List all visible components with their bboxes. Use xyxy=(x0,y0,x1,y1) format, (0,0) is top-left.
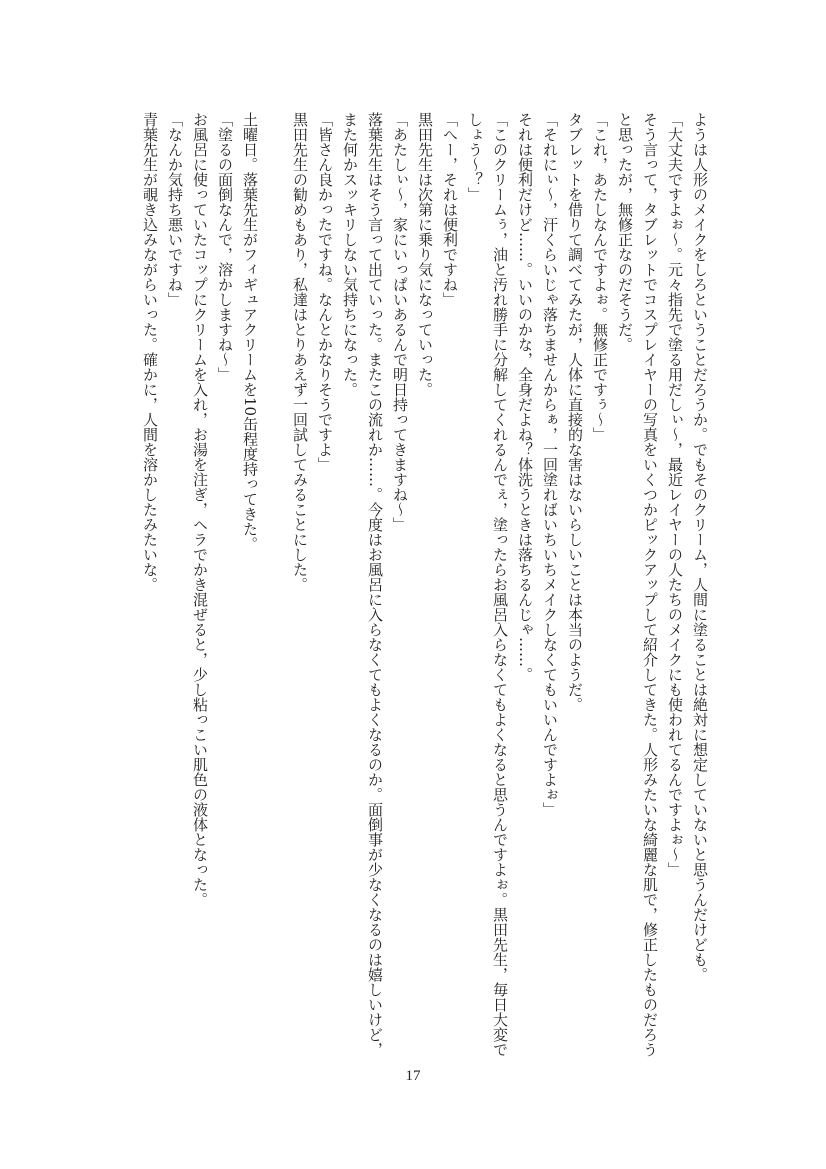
text-line: それは便利だけど……。いいのかな，全身だよね？体洗うときは落ちるんじゃ……。 xyxy=(516,112,534,682)
text-line: 土曜日。落葉先生がフィギュアクリームを10缶程度持ってきた。 xyxy=(241,112,259,552)
text-line: 「塗るの面倒なんで，溶かしますね～」 xyxy=(216,112,234,382)
text-line: 「皆さん良かったですね。なんとかなりそうですよ」 xyxy=(316,112,334,472)
page-number: 17 xyxy=(405,1068,421,1084)
text-line: 「このクリームぅ，油と汚れ勝手に分解してくれるんでぇ，塗ったらお風呂入らなくてもよくなると思うんですよぉ。黒田先生，毎日大変で xyxy=(491,112,509,1057)
blank-line xyxy=(262,112,287,992)
text-line: また何かスッキリしない気持ちになった。 xyxy=(341,112,359,397)
text-line: 「へー，それは便利ですね」 xyxy=(441,112,459,307)
text-line: 黒田先生は次第に乗り気になっていった。 xyxy=(416,112,434,397)
text-line: 「大丈夫ですよぉ～。元々指先で塗る用だしぃ～，最近レイヤーの人たちのメイクにも使われてるんですよぉ～」 xyxy=(666,112,684,877)
text-line: しょう～？」 xyxy=(466,112,484,202)
text-line: 「これ，あたしなんですよぉ。無修正ですぅ～」 xyxy=(591,112,609,442)
text-line: 青葉先生が覗き込みながらいった。確かに，人間を溶かしたみたいな。 xyxy=(141,112,159,592)
text-line: そう言って，タブレットでコスプレイヤーの写真をいくつかピックアップして紹介してきた。人形みたいな綺麗な肌で，修正したものだろう xyxy=(641,112,659,1057)
text-line: 「なんか気持ち悪いですね」 xyxy=(166,112,184,307)
text-line: 黒田先生の勧めもあり，私達はとりあえず一回試してみることにした。 xyxy=(291,112,309,592)
text-line: 「あたしぃ～，家にいっぱいあるんで明日持ってきますね～」 xyxy=(391,112,409,532)
text-line: 落葉先生はそう言って出ていった。またこの流れか……。今度はお風呂に入らなくてもよくなるのか。面倒事が少なくなるのは嬉しいけど， xyxy=(366,112,384,1057)
text-line: タブレットを借りて調べてみたが，人体に直接的な害はないらしいことは本当のようだ。 xyxy=(566,112,584,712)
vertical-body-text xyxy=(137,112,712,1057)
text-line: 「それにぃ～，汗くらいじゃ落ちませんからぁ，一回塗ればいちいちメイクしなくてもいいんですよぉ」 xyxy=(541,112,559,817)
text-line: と思ったが，無修正なのだそうだ。 xyxy=(616,112,634,352)
text-line: ようは人形のメイクをしろということだろうか。でもそのクリーム，人間に塗ることは絶対に想定していないと思うんだけども。 xyxy=(691,112,709,982)
text-line: お風呂に使っていたコップにクリームを入れ，お湯を注ぎ，ヘラでかき混ぜると，少し粘っこい肌色の液体となった。 xyxy=(191,112,209,907)
